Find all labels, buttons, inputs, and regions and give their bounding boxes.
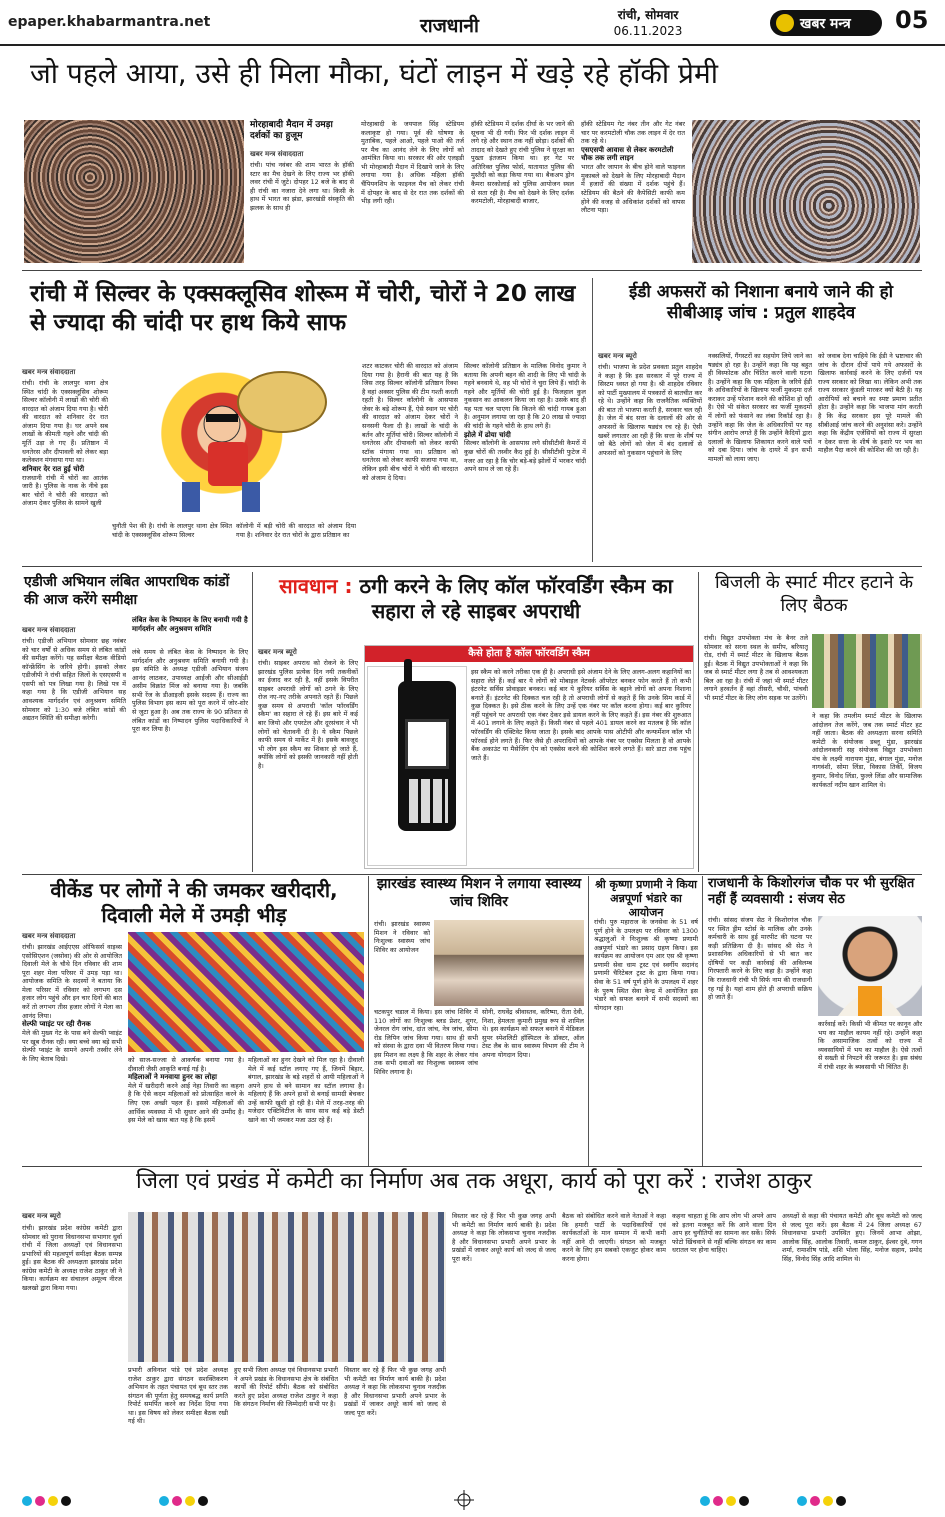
weekend-col-2-sub: महिलाओं ने मनवाया हुनर का लोहा [128,1073,217,1082]
registration-dot-icon [810,1496,820,1506]
committee-col-5: बैठक को संबोधित करने वाले नेताओं ने कहा कि हमारी पार्टी के पदाधिकारियों एवं कार्यकर्ताओं के मान सम्मान में कभी कमी नहीं आने दी जाएगी। संगठन को मजबूत करने के लिए हम सबको एकजुट होकर काम करना होगा। [562,1212,666,1263]
committee-headline: जिला एवं प्रखंड में कमेटी का निर्माण अब तक अधूरा, कार्य को पूरा करें : राजेश ठाकुर [135,1169,813,1194]
silver-col-1-sub: शनिवार देर रात हुई चोरी [22,464,85,473]
weekend-headline: वीकेंड पर लोगों ने की जमकर खरीदारी, दिवाली मेले में उमड़ी भीड़ [50,878,338,927]
cyber-box [364,645,694,869]
registration-dot-icon [836,1496,846,1506]
weekend-col-1-sub: सेल्फी प्वाइंट पर रही रौनक [22,1020,91,1029]
silver-col-5-text-b: सिल्वर कॉलोनी के आसपास लगे सीसीटीवी कैमरों में कुछ चोरों की तस्वीर कैद हुई है। सीसीटीवी फुटेज में नजर आ रहा है कि चोर बड़े-बड़े झोलों में भरकर चांदी अपने साथ ले जा रहे हैं। [464,439,586,474]
weekend-photo [128,932,364,1052]
divider [252,572,253,872]
silver-illustration [112,362,356,520]
masthead [0,0,945,46]
weekend-col-1-text-b: मेले की मुख्य गेट के पास बने सेल्फी प्वाइंट पर खूब रौनक रही। क्या बच्चे क्या बड़े सभी सेल्फी प्वाइंट के सामने अपनी तस्वीर लेने के लिए बेताब दिखे। [22,1028,122,1063]
lead-col-2: मोरहाबादी के जयपाल सिंह स्टेडियम कलाकृष्ट हो गया। पूर्व की घोषणा के मुताबिक, पहले आओ, पहले पाओ की तर्ज पर मैच का आनंद लेने के लिए लोगों को आमंत्रित किया था। सरकार की ओर एलइडी भी मोरहाबादी मैदान में दिखाये जाने के लिए लगाया गया है। अधिक महिला हॉकी चैंपियनशिप के फाइनल मैच को लेकर रांची में दोपहर के बाद से देर रात तक दर्शकों की भीड़ लगी रही। [361,120,464,206]
cyber-headline-text: ठगी करने के लिए कॉल फॉरवर्डिंग स्कैम का सहारा ले रहे साइबर अपराधी [359,574,673,623]
electric-col-1: रांची। विद्युत उपभोक्ता मंच के बैनर तले सोमवार को सरना स्थल के समीप, बरियातू रोड, रांची में स्मार्ट मीटर के खिलाफ बैठक हुई। बैठक में विद्युत उपभोक्ताओं ने कहा कि जब से स्मार्ट मीटर लगा है तब से आवश्यकता बिल आ रहा है। रांची में जहां भी स्मार्ट मीटर लगाने हरवर्तन हैं वहां तीसरी, चौथी, पांचवी भी स्मार्ट मीटर के लिए लोग सड़क पर उतरेंगे। [704,634,808,703]
divider [698,572,699,872]
divider [22,566,922,567]
registration-dot-icon [823,1496,833,1506]
cyber-box-title: कैसे होता है कॉल फॉरवर्डिंग स्कैम [365,646,693,662]
brand-badge [770,10,882,36]
health-col-2: चटकपुर चडाल में किया। इस जांच शिविर में 110 लोगों का निःशुल्क ब्लड प्रेशर, शुगर, जेनरल रोग जांच, दांत जांच, नेत्र जांच, सीमा रोड लिपिन जांच किया गया। साथ ही सभी को संस्था के द्वारा दवा भी वितरण किया गया। इस मिशन का लक्ष्य है कि शहर के लेकर गांव तक सभी दवाओं का निःशुल्क स्वास्थ्य जांच शिविर लगाना है। [374,1008,478,1077]
electric-photo [812,634,922,708]
kishoreganj-col-2: कार्रवाई करें। किसी भी कीमत पर कानून और भय का माहौल कायम नहीं रहे। उन्होंने कहा कि असामाजिक तत्वों को राज्य में व्यवसायियों में भय का माहौल है। ऐसे तत्वों से सख्ती से निपटने की जरूरत है। इस संबंध में रांची शहर के ब्यवसायी भी चिंतित हैं। [818,1020,922,1071]
divider [592,278,593,562]
registration-dot-icon [172,1496,182,1506]
committee-col-4: विस्तार कर रहे हैं फिर भी कुछ जगह अभी भी कमेटी का निर्माण कार्य बाकी है। प्रदेश अध्यक्ष ने कहा कि लोकसभा चुनाव नजदीक है और विधानसभा प्रभारी अपने प्रभार के प्रखंडों में जाकर अधूरे कार्य को जल्द से जल्द पूरा करें। [344,1366,446,1417]
cyber-headline-red: सावधान : [279,574,353,598]
silver-col-5-sub: झोले में ढोया चांदी [464,430,511,439]
committee-byline: खबर मन्त्र ब्यूरो [22,1212,61,1220]
adg-sub: लंबित केस के निष्पादन के लिए बनायी गयी है मार्गदर्शन और अनुश्रवण समिति [132,616,248,633]
divider [588,876,589,1166]
weekend-col-2 [128,1056,244,1161]
registration-dot-icon [700,1496,710,1506]
committee-col-7: अध्यक्षों से कहा की पंचायत कमेटी और बूथ कमेटी को जल्द से जल्द पूरा करें। इस बैठक में 24 जिला अध्यक्ष 67 विधानसभा प्रभारी उपस्थित हुए। जिनमें आभा ओझा, आलोक सिंह, आलोक तिवारी, कमल ठाकुर, ईश्वर दुबे, गगन शर्मा, रामाशीष पांडे, शशि भोला सिंह, मनोज सहाय, प्रमोद सिंह, विनोद सिंह आदि शामिल थे। [782,1212,922,1263]
lead-col-4-sub: एसएसपी आवास से लेकर करमटोली चौक तक लगी लाइन [581,145,674,163]
ed-col-1: रांची। भाजपा के प्रदेश प्रवक्ता प्रतुल शाहदेव ने कहा है कि इस सरकार में पूरे राज्य में सिस्टम ध्वस्त हो गया है। श्री शाहदेव रविवार को पार्टी मुख्यालय में पत्रकारों से बातचीत कर रहे थे। उन्होंने कहा कि राजनैतिक व्यक्तियों की बात तो भाजपा करती है, सरकार चल रही है। जेल में बंद सत्ता के दलालों की ओर से अफसरों के खिलाफ षड्यंत्र रच रहे हैं। ऐसी खबरें लगातार आ रही हैं कि सत्ता के शीर्ष पर जो बैठे लोगों को जेल में बंद दलालों से अफसरों को नुकसान पहुंचाने के लिए [598,363,702,457]
divider [22,874,922,875]
registration-dot-icon [22,1496,32,1506]
thief-icon [112,362,356,520]
person-icon [818,916,922,1016]
divider [22,270,922,271]
adg-col-1: रांची। एडीजी अभियान सोमवार छह नवंबर को चार वर्षों से अधिक समय से लंबित कांडों की समीक्षा करेंगे। यह समीक्षा बैठक वीडियो कॉन्फ्रेंसिंग के जरिये होगी। इसको लेकर एडीजीपी ने रांची सहित जिलों के एसएसपी व एसपी को पत्र लिखा गया है। लिखे पत्र में कहा गया है कि एडीजी अभियान सह आवश्यक मार्गदर्शन एवं अनुश्रवण समिति सोमवार को 1:30 बजे लंबित कांडों की अद्यतन स्थिति की समीक्षा करेगी। [22,637,126,723]
silver-col-1 [22,379,108,559]
crosshair-icon [454,1490,474,1510]
registration-dot-icon [35,1496,45,1506]
silver-col-5 [464,362,586,559]
silver-col-3: कॉलोनी में बड़ी चोरी की वारदात को अंजाम दिया गया है। शनिवार देर रात चोरों के द्वारा प्रतिष्ठान का [236,522,356,539]
divider [22,1166,922,1167]
edition-date: 06.11.2023 [613,24,683,38]
committee-photo [128,1212,446,1362]
health-photo [434,920,584,1006]
lead-headline: जो पहले आया, उसे ही मिला मौका, घंटों लाइन में खड़े रहे हॉकी प्रेमी [30,57,718,90]
silver-col-1-text: रांची। रांची के लालपुर थाना क्षेत्र स्थित चांदी के एक्सक्लूसिव शोरूम सिल्वर कॉलोनी में लाखों की चोरी की वारदात को अंजाम दिया गया है। चोरी की वारदात को शनिवार देर रात अंजाम दिया गया है। घर अपने सब लाखों के कीमती गहने और चांदी की मूर्ति उड़ा ले गए हैं। प्रतिष्ठान में धनतेरस और दीपावली को लेकर बड़ा कलेक्शन मंगवाया गया था। [22,379,108,465]
print-registration-dots-left [22,1490,211,1510]
lead-col-4 [581,120,685,264]
adg-headline: एडीजी अभियान लंबित आपराधिक कांडों की आज करेंगे समीक्षा [24,574,230,608]
section-title: राजधानी [420,15,479,37]
lead-col-3: हॉकी स्टेडियम में दर्शक दीर्घा के भर जाने की सूचना भी दी गयी। फिर भी दर्शक लाइन में लगे रहे और स्थान तक नहीं छोड़ा। दर्शकों की तादाद को देखते हुए रांची पुलिस ने सुरक्षा का पुख्ता इंतजाम किया था। हर गेट पर अतिरिक्त पुलिस फोर्स, यातायात पुलिस की मुस्तैदी को कड़ा किया गया था। बैकअप ड्रोन कैमरा सरकोलाई को पुलिस आयोजन स्थल से सता रही है। मैच को देखने के लिए दर्शक करमटोली, मोरहाबादी बाजार, [471,120,574,206]
registration-dot-icon [726,1496,736,1506]
print-registration-crosshair [454,1490,474,1510]
silver-headline: रांची में सिल्वर के एक्सक्लूसिव शोरूम में चोरी, चोरों ने 20 लाख से ज्यादा की चांदी पर हाथ किये साफ [30,281,576,336]
weekend-byline: खबर मन्त्र संवाददाता [22,932,76,940]
divider [702,876,703,1166]
print-registration-dots-right [700,1490,849,1510]
health-headline: झारखंड स्वास्थ्य मिशन ने लगाया स्वास्थ्य जांच शिविर [376,876,582,910]
weekend-col-2-text: को साज-सज्जा से आकर्षक बनाया गया है। दीवाली जैसी आकृति बनाई गई है। [128,1056,244,1073]
ed-headline: ईडी अफसरों को निशाना बनाये जाने की हो सीबीआइ जांच : प्रतुल शाहदेव [628,282,894,324]
weekend-col-1 [22,943,122,1161]
committee-col-1: रांची। झारखंड प्रदेश कांग्रेस कमेटी द्वारा सोमवार को पुराना विधानसभा सभागार धुर्वा रांची में जिला अध्यक्षों एवं विधानसभा प्रभारियों की महत्वपूर्ण समीक्षा बैठक सम्पन्न हुई। इस बैठक की अध्यक्षता झारखंड प्रदेश कांग्रेस कमेटी के अध्यक्ष राजेश ठाकुर जी ने किया। कार्यक्रम का संचालन अमूल्य नीरज खलखो द्वारा किया गया। [22,1224,122,1293]
ed-col-2: नक्सलियों, गैंगस्टरों का सहयोग लिये जाने का षड्यंत्र हो रहा है। उन्होंने कहा कि यह बहुत ही विस्फोटक और चिंतित करने वाली घटना है। उन्होंने कहा कि एक महिला के जरिये ईडी के अधिकारियों के खिलाफ फर्जी मुकदमा दर्ज कराकर उन्हें परेशान करने की कोशिश हो रही है। ऐसे भी संकेत सरकार का फर्जी मुकदमों में लोगों को फंसाने का लंबा रिकॉर्ड रहा है। उन्होंने कहा कि जेल के अधिकारियों पर यह संगीन आरोप लगते हैं कि उन्होंने कैदियों द्वारा दलालों के खिलाफ शिकायत करने वाले पत्रों को दबा दिया। जांच के दायरे में इन सभी मामलों को लाया जाए। [708,352,812,463]
registration-dot-icon [713,1496,723,1506]
brand-logo-icon [776,14,794,32]
mobile-phone-icon [398,681,456,831]
silver-col-1-text-b: राजधानी रांची में चोरों का आतंक जारी है। पुलिस के नाक के नीचे इस बार चोरों ने चोरी की वारदात को अंजाम देकर पुलिस के सामने खुली [22,473,108,508]
cyber-headline [258,574,694,624]
ed-byline: खबर मन्त्र ब्यूरो [598,352,637,360]
registration-dot-icon [198,1496,208,1506]
committee-col-4b: विस्तार कर रहे हैं फिर भी कुछ जगह अभी भी कमेटी का निर्माण कार्य बाकी है। प्रदेश अध्यक्ष ने कहा कि लोकसभा चुनाव नजदीक है और विधानसभा प्रभारी अपने प्रभार के प्रखंडों में जाकर अधूरे कार्य को जल्द से जल्द पूरा करें। [452,1212,556,1263]
weekend-col-2-text-b: मेले में खरीदारी करने आई नेहा तिवारी का कहना है कि ऐसे कदम महिलाओं को प्रोत्साहित करने के लिए एक अच्छी पहल हैं। इससे महिलाओं की आर्थिक व्यवस्था में भी सुधार आने की उम्मीद है। इस मेले को खास बात यह है कि इसमें [128,1081,244,1125]
lead-kicker: मोरहाबादी मैदान में उमड़ा दर्शकों का हुजूम [250,120,333,142]
site-url[interactable]: epaper.khabarmantra.net [8,14,211,30]
health-col-1: रांची। झारखंड स्वास्थ्य मिशन ने रविवार को निःशुल्क स्वास्थ्य जांच शिविर का आयोजन [374,920,430,954]
sanjay-seth-portrait [818,916,922,1016]
adg-col-2: लंबे समय से लंबित केस के निष्पादन के लिए मार्गदर्शन और अनुश्रवण समिति बनायी गयी है। इस समिति के अध्यक्ष एडीजी अभियान संजय आनंद लाठकर, उपाध्यक्ष आईजी और सीआईडी असीम विक्रांत मिंज को बनाया गया है। जबकि सभी रेंज के डीआइजी इसके सदस्य हैं। राज्य का पुलिस विभाग इस काम को पूरा करने में जोर-शोर से जुटा हुआ है। अब तक राज्य के 90 प्रतिशत से लंबित कांडों का निष्पादन पुलिस पदाधिकारियों ने पूरा कर लिया है। [132,648,248,734]
kishoreganj-headline: राजधानी के किशोरगंज चौक पर भी सुरक्षित नहीं हैं व्यवसायी : संजय सेठ [708,876,915,908]
weekend-col-3: महिलाओं का हुनर देखने को मिल रहा है। दीवाली मेले में कई स्टॉल लगाए गए हैं, जिनमें बिहार, बंगाल, झारखंड के बड़े शहरों से आयी महिलाओं ने अपने हाथ से बने सामान का स्टॉल लगाया है। महिलाएं हैं कि अपने हाथों से बनाई सामग्री बेचकर उन्हें काफी खुशी हो रही है। मेले में तरह-तरह की मजेदार एक्टिविटीज के साथ साथ कई बड़े डेस्टी खाने का भी जमकर मजा उठा रहे हैं। [248,1056,364,1125]
weekend-col-1-text: रांची। झारखंड आईएएस ऑफिसर्स वाइव्स एसोसिएशन (जसोवा) की ओर से आयोजित दिवाली मेले के चौथे दिन रविवार की शाम पूरा शहर मेला परिसर में उमड़ पड़ा था। आयोजक समिति के सदस्यों ने बताया कि मेला परिसर में रविवार को लगभग दस हजार लोग पहुंचे और इन चार दिनों की बात करें तो लगभग तीस हजार लोगों ने मेला का आनंद लिया। [22,943,122,1020]
lead-col-4-text-b: भारत और जापान के बीच होने वाले फाइनल मुकाबले को देखने के लिए मोरहाबादी मैदान में हजारों की संख्या में दर्शक पहुंचे हैं। स्टेडियम की बैठने की कैपेसिटी काफी कम होने की वजह से अधिकांश दर्शकों को वापस लौटना पड़ा। [581,163,685,215]
committee-col-2: प्रभारी अविनाश पांडे एवं प्रदेश अध्यक्ष राजेश ठाकुर द्वारा संगठन सशक्तिकरण अभियान के तहत पंचायत एवं बूथ स्तर तक संगठन की पूर्णता हेतु समयबद्ध कार्य प्रगति रिपोर्ट समर्पित करने का निर्देश दिया गया था। इस विषय को लेकर समीक्षा बैठक रखी गई थी। [128,1366,228,1426]
divider [368,876,369,1166]
silver-col-4: शटर काटकर चोरी की वारदात को अंजाम दिया गया है। हैरानी की बात यह है कि जिस तरह सिल्वर कॉलोनी प्रतिष्ठान रिक्श है वहां अक्सर पुलिस की टीम गश्ती करती रहती है। सिल्वर कॉलोनी के आसपास जेवर के बड़े शोरूम हैं, ऐसे स्थान पर चोरी की वारदात को अंजाम देकर चोरों ने सनसनी फैला दी है। लाखों के चांदी के बर्तन और मूर्तियां चोरी। सिल्वर कॉलोनी में धनतेरस और दीपावली को लेकर काफी स्टॉक मंगाया गया था। प्रतिष्ठान को धनतेरस को लेकर काफी सजाया गया था, लेकिन इसी बीच चोरों ने चोरी की वारदात को अंजाम दे दिया। [362,362,458,482]
silver-col-2: चुनौती पेश की है। रांची के लालपुर थाना क्षेत्र स्थित चांदी के एक्सक्लूसिव शोरूम सिल्वर [112,522,232,539]
silver-col-5-text: सिल्वर कॉलोनी प्रतिष्ठान के मालिक विनोद कुमार ने बताया कि अपनी बहन की शादी के लिए भी चांदी के गहने बनवाये थे, वह भी चोरों ने चुरा लिये हैं। चांदी के गहने और मूर्तियों की चोरी हुई है। फिलहाल कुल नुकसान का आकलन किया जा रहा है। उसके बाद ही यह पता चल पाएगा कि कितने की चांदी गायब हुआ है। अनुमान लगाया जा रहा है कि 20 लाख से ज्यादा की चांदी के गहने चोरी के हाथ लगे हैं। [464,362,586,431]
krishna-headline: श्री कृष्णा प्रणामी ने किया अन्नपूर्णा भंडारे का आयोजन [595,878,697,919]
lead-photo-left [24,120,244,263]
committee-col-6: कहना चाहता हूं कि आप लोग भी अपने आप को इतना मजबूत करें कि आने वाला दिन आप हर चुनौतियों का सामना कर सकें। सिर्फ फोटो खिंचवाने से नहीं बल्कि संगठन का काम धरातल पर होना चाहिए। [672,1212,776,1255]
registration-dot-icon [61,1496,71,1506]
lead-photo-right [692,120,920,263]
registration-dot-icon [797,1496,807,1506]
electric-headline: बिजली के स्मार्ट मीटर हटाने के लिए बैठक [714,572,914,616]
lead-col-4-text: हॉकी स्टेडियम गेट नंबर तीन और गेट नंबर चार पर करमटोली चौक तक लाइन में देर रात तक रहे थे। [581,120,685,146]
cyber-box-text: इस स्कैम को करने तरीका एक ही है। अपराधी इसे अंजाम देने के लिए अलग-अलग कहानियों का सहारा लेते हैं। कई बार ये लोगों को मोबाइल नेटवर्क ऑपरेटर बनकर फोन करते हैं तो कभी इंटरनेट सर्विस प्रोवाइडर बनकर। कई बार ये कुरियर सर्विस के बहाने लोगों को अपना निशाना बनाते हैं। इंटरनेट की दिक्कत चल रही है तो अपराधी लोगों से कहते हैं कि उनके सिम कार्ड में कुछ दिक्कत है। इसे ठीक करने के लिए उन्हें एक नंबर पर कॉल करना होगा। कई बार कुरियर नहीं पहुंचने पर अपराधी एक नंबर देकर इसे डायल करने के लिए कहते हैं। इस नंबर की शुरुआत में 401 लगाने के लिए कहते हैं। किसी नंबर से पहले 401 डायल करने का मतलब है कि कॉल फॉरवर्डिंग की एक्टिवेट किया जाता है। इसके बाद आपके पास ओटीपी और कन्फर्मेशन कॉल भी फॉरवर्ड होने लगते हैं। फिर जैसे ही अपराधियों को आपके नंबर पर एक्सेस मिलता है वो आपके बैंक अकाउंट या मैसेजिंग ऐप को एक्सेस करने की कोशिश करने लगते हैं। सारे डाटा तक पहुंच जाते हैं। [471,668,691,762]
registration-dot-icon [739,1496,749,1506]
lead-byline: खबर मन्त्र संवाददाता [250,150,304,158]
registration-dot-icon [48,1496,58,1506]
krishna-col-1: रांची। पुरु महाराज के जनसेवा के 51 वर्ष पूर्ण होने के उपलक्ष्य पर रविवार को 1300 श्रद्धालुओं ने निःशुल्क श्री कृष्णा प्रणामी अन्नपूर्णा भंडारे का प्रसाद ग्रहण किया। इस कार्यक्रम का आयोजन एम आर एस श्री कृष्णा प्रणामी सेवा धाम ट्रस्ट एवं स्वर्गीय सदानंद प्रणामी चैरिटेबल ट्रस्ट के द्वारा किया गया। सेवा के 51 वर्ष पूर्ण होने के उपलक्ष्य में शहर के पुरुष स्थित सेवा केन्द्र में आयोजित इस भंडारे को सफल बनाने में सभी सदस्यों का योगदान रहा। [594,918,698,1012]
ed-col-3: को जवाब देना चाहिये कि ईडी ने भ्रष्टाचार की जांच के दौरान दीपों पाये गये अफसरों के खिलाफ कार्रवाई करने के लिए दर्जनों पत्र राज्य सरकार को लिखा था। लेकिन अभी तक राज्य सरकार कुंडली मारकर क्यों बैठी है। यह आरोपियों को बचाने का स्पष्ट प्रमाण प्रतीत होता है। उन्होंने कहा कि भाजपा मांग करती है कि केंद्र सरकार इस पूरे मामले की सीबीआई जांच करने की अनुशंसा करे। उन्होंने कहा कि केंद्रीय एजेंसियों को राज्य में सुरक्षा न देकर सत्ता के शीर्ष के इशारे पर भय का माहौल पैदा करने की कोशिश की जा रही है। [818,352,922,455]
phone-graphic [367,666,467,866]
health-col-3: सोनी, राघवेंद्र श्रीवास्तव, करिष्मा, रीता देवी, निशा, हेमलता कुमारी प्रमुख रूप से शामिल थे। इस कार्यक्रम को सफल बनाने में मेडिकल सुपर स्पेशलिटी हॉस्पिटल के डॉक्टर, ऑल टेस्ट लैब के साथ स्वास्थ्य विभाग की टीम ने अपना योगदान दिया। [482,1008,584,1059]
silver-byline: खबर मन्त्र संवाददाता [22,368,76,376]
page-number: 05 [895,6,929,34]
committee-col-3: हुए सभी जिला अध्यक्ष एवं विधानसभा प्रभारी ने अपने प्रखंड के विधानसभा क्षेत्र के संबंधित कार्यों की रिपोर्ट सौंपी। बैठक को संबोधित करते हुए प्रदेश अध्यक्ष राजेश ठाकुर ने कहा कि संगठन निर्माण की जिम्मेदारी सभी पर है। [234,1366,338,1409]
brand-name: खबर मन्त्र [800,16,851,32]
lead-col-1: रांची। पांच नवंबर की शाम भारत के हॉकी स्टार का मैच देखने के लिए राज्य भर हॉकी लवर रांची में जुटे। दोपहर 12 बजे के बाद से ही रांची का नजारा देने लगा था। किसी के हाथ में भारत का झंडा, झारखंडी संस्कृति की झलक के साथ ही [250,161,354,212]
city-day: रांची, सोमवार [617,8,679,22]
cyber-col-1: रांची। साइबर अपराध को रोकने के लिए झारखंड पुलिस प्रत्येक दिन नयी तकनीकों का ईजाद कर रही है, वहीं इसके विपरीत साइबर अपराधी लोगों को ठगने के लिए रोज नए-नए तरीके अपनाते रहते हैं। पिछले कुछ समय से अपराधी 'कॉल फॉरवर्डिंग स्कैम' का सहारा ले रहे हैं। इस बारे में कई बार जियो और एयरटेल और दूरसंचार ने भी लोगों को चेतावनी दी है। ये स्कैम पिछले काफी समय से मार्केट में है। इसके बावजूद भी लोग इस स्कैम का शिकार हो जाते हैं, क्योंकि लोगों को इसकी जानकारी नहीं होती है। [258,659,358,770]
kishoreganj-col-1: रांची। सांसद संजय सेठ ने किशोरगंज चौक पर स्थित ड्रीम स्टोर्स के मालिक और उनके कर्मचारी के साथ हुई मारपीट की घटना पर कड़ी प्रतिक्रिया दी है। सांसद श्री सेठ ने प्रशासनिक अधिकारियों से भी बात कर दोषियों पर कड़ी कार्रवाई की अविलम्ब गिरफ्तारी करने के लिए कहा है। उन्होंने कहा कि राजधानी रांची भी सिर्फ नाम की राजधानी रह गई है। यहां शाम होते ही अपराधी सक्रिय हो जाते हैं। [708,916,812,1002]
registration-dot-icon [185,1496,195,1506]
cyber-byline: खबर मन्त्र ब्यूरो [258,648,297,656]
adg-byline: खबर मन्त्र संवाददाता [22,626,76,634]
registration-dot-icon [159,1496,169,1506]
electric-col-2: ने कहा कि तमलीम स्मार्ट मीटर के खिलाफ आंदोलन तेज करेंगे, जब तक स्मार्ट मीटर हट नहीं जाता। बैठक की अध्यक्षता सरना समिति कमेटी के संयोजक डब्लू मुंडा, झारखंड आंदोलनकारी सह संयोजक विद्युत उपभोक्ता मंच के लक्ष्मी नारायण मुंडा, बंगाल मुंडा, मनोज नागवंशी, सोमा लिंडा, विकास तिर्की, विजय कुमार, विनोद लिंडा, फुल्ले लिंडा और सामाजिक कार्यकर्ता नदीम खान शामिल थे। [812,712,922,789]
